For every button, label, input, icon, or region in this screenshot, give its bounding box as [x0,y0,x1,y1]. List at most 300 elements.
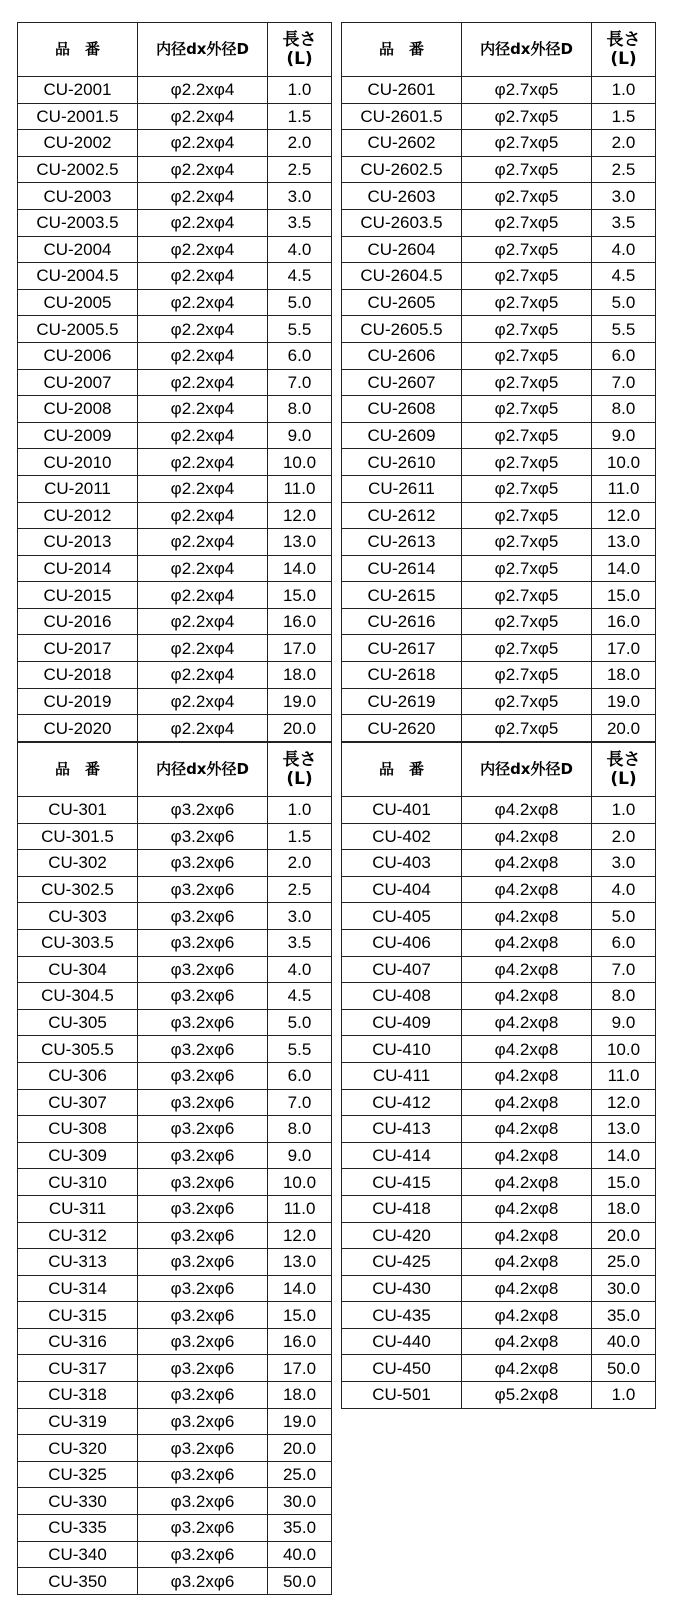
size-cell: φ4.2xφ8 [462,1222,592,1249]
part-number-cell: CU-325 [18,1461,138,1488]
size-cell: φ2.2xφ4 [138,662,268,689]
size-cell: φ2.7xφ5 [462,103,592,130]
table-row [18,1568,332,1595]
table-row [18,475,332,502]
part-number-cell: CU-2616 [342,608,462,635]
length-cell: 25.0 [268,1461,332,1488]
table-row [342,903,656,930]
table-row [18,1435,332,1462]
part-number-cell: CU-418 [342,1195,462,1222]
size-cell: φ2.2xφ4 [138,236,268,263]
length-cell: 11.0 [268,1195,332,1222]
length-cell: 12.0 [592,502,656,529]
length-cell: 15.0 [268,582,332,609]
part-number-cell: CU-2613 [342,529,462,556]
length-cell: 10.0 [268,449,332,476]
part-number-cell: CU-305.5 [18,1036,138,1063]
size-cell: φ4.2xφ8 [462,1169,592,1196]
part-number-cell: CU-402 [342,823,462,850]
part-number-cell: CU-430 [342,1275,462,1302]
part-number-cell: CU-2002.5 [18,156,138,183]
table-row [342,582,656,609]
length-cell: 1.0 [592,1382,656,1409]
header-length-unit: (L) [286,48,313,69]
part-number-cell: CU-303.5 [18,929,138,956]
length-cell: 20.0 [268,715,332,742]
size-cell: φ2.7xφ5 [462,263,592,290]
length-cell: 10.0 [592,1036,656,1063]
part-number-cell: CU-411 [342,1062,462,1089]
size-cell: φ2.7xφ5 [462,369,592,396]
table-row [18,555,332,582]
part-number-cell: CU-2610 [342,449,462,476]
length-cell: 12.0 [592,1089,656,1116]
table-row [18,983,332,1010]
length-cell: 3.5 [268,209,332,236]
header-size: 内径dx外径D [462,743,592,797]
length-cell: 14.0 [592,555,656,582]
table-header-row [342,23,656,77]
length-cell: 16.0 [592,608,656,635]
table-header-row [342,743,656,797]
size-cell: φ3.2xφ6 [138,1328,268,1355]
size-cell: φ2.2xφ4 [138,449,268,476]
table-row [18,502,332,529]
length-cell: 6.0 [268,1062,332,1089]
part-number-cell: CU-335 [18,1515,138,1542]
part-number-cell: CU-415 [342,1169,462,1196]
length-cell: 5.5 [268,316,332,343]
part-number-cell: CU-409 [342,1009,462,1036]
table-row [342,1142,656,1169]
length-cell: 13.0 [268,1249,332,1276]
part-number-cell: CU-350 [18,1568,138,1595]
table-row [342,1249,656,1276]
size-cell: φ5.2xφ8 [462,1382,592,1409]
header-length-label: 長さ [282,29,317,50]
length-cell: 2.0 [592,130,656,157]
part-number-cell: CU-410 [342,1036,462,1063]
size-cell: φ3.2xφ6 [138,1515,268,1542]
table-row [342,1036,656,1063]
size-cell: φ4.2xφ8 [462,1249,592,1276]
size-cell: φ3.2xφ6 [138,903,268,930]
size-cell: φ2.2xφ4 [138,342,268,369]
table-row [342,1328,656,1355]
table-row [18,608,332,635]
table-row [18,715,332,742]
size-cell: φ4.2xφ8 [462,1089,592,1116]
size-cell: φ2.7xφ5 [462,635,592,662]
size-cell: φ2.2xφ4 [138,475,268,502]
size-cell: φ2.2xφ4 [138,396,268,423]
table-row [18,823,332,850]
part-number-cell: CU-404 [342,876,462,903]
table-row [342,1062,656,1089]
part-number-cell: CU-311 [18,1195,138,1222]
length-cell: 9.0 [592,422,656,449]
part-number-cell: CU-309 [18,1142,138,1169]
part-number-cell: CU-420 [342,1222,462,1249]
length-cell: 18.0 [592,662,656,689]
length-cell: 3.0 [592,183,656,210]
part-number-cell: CU-317 [18,1355,138,1382]
part-number-cell: CU-316 [18,1328,138,1355]
length-cell: 19.0 [592,688,656,715]
part-number-cell: CU-305 [18,1009,138,1036]
table-row [18,1461,332,1488]
length-cell: 13.0 [592,529,656,556]
part-number-cell: CU-2611 [342,475,462,502]
size-cell: φ2.7xφ5 [462,183,592,210]
size-cell: φ2.7xφ5 [462,608,592,635]
part-number-cell: CU-2020 [18,715,138,742]
table-row [18,1515,332,1542]
part-number-cell: CU-2605.5 [342,316,462,343]
length-cell: 4.0 [268,956,332,983]
table-row [18,903,332,930]
table-row [342,77,656,104]
part-number-cell: CU-2603 [342,183,462,210]
spec-table-cu-400 [341,742,656,1409]
table-row [342,396,656,423]
part-number-cell: CU-2604.5 [342,263,462,290]
table-row [18,156,332,183]
table-row [18,529,332,556]
size-cell: φ2.2xφ4 [138,130,268,157]
table-row [342,1009,656,1036]
part-number-cell: CU-2608 [342,396,462,423]
part-number-cell: CU-2619 [342,688,462,715]
part-number-cell: CU-306 [18,1062,138,1089]
length-cell: 17.0 [268,1355,332,1382]
length-cell: 16.0 [268,608,332,635]
length-cell: 15.0 [268,1302,332,1329]
length-cell: 6.0 [592,929,656,956]
size-cell: φ3.2xφ6 [138,1062,268,1089]
table-row [18,396,332,423]
header-part-number: 品 番 [342,743,462,797]
size-cell: φ4.2xφ8 [462,876,592,903]
table-header-row [18,743,332,797]
length-cell: 1.5 [268,103,332,130]
size-cell: φ3.2xφ6 [138,1488,268,1515]
size-cell: φ2.2xφ4 [138,608,268,635]
size-cell: φ2.2xφ4 [138,289,268,316]
part-number-cell: CU-2001 [18,77,138,104]
spec-table-cu-2600 [341,22,656,742]
size-cell: φ3.2xφ6 [138,1302,268,1329]
size-cell: φ2.2xφ4 [138,529,268,556]
size-cell: φ3.2xφ6 [138,1222,268,1249]
length-cell: 3.0 [268,183,332,210]
table-row [18,1541,332,1568]
part-number-cell: CU-302 [18,850,138,877]
size-cell: φ2.7xφ5 [462,715,592,742]
length-cell: 20.0 [592,1222,656,1249]
length-cell: 7.0 [268,369,332,396]
table-row [18,929,332,956]
table-row [342,369,656,396]
size-cell: φ2.7xφ5 [462,582,592,609]
part-number-cell: CU-2602 [342,130,462,157]
length-cell: 2.0 [592,823,656,850]
part-number-cell: CU-318 [18,1382,138,1409]
length-cell: 9.0 [268,422,332,449]
part-number-cell: CU-2617 [342,635,462,662]
length-cell: 10.0 [268,1169,332,1196]
header-length-label: 長さ [606,749,641,770]
size-cell: φ4.2xφ8 [462,1328,592,1355]
header-size: 内径dx外径D [462,23,592,77]
size-cell: φ3.2xφ6 [138,1355,268,1382]
size-cell: φ4.2xφ8 [462,903,592,930]
table-header-row [18,23,332,77]
part-number-cell: CU-304.5 [18,983,138,1010]
size-cell: φ2.2xφ4 [138,103,268,130]
size-cell: φ2.7xφ5 [462,396,592,423]
table-row [342,1222,656,1249]
size-cell: φ3.2xφ6 [138,983,268,1010]
size-cell: φ2.7xφ5 [462,130,592,157]
part-number-cell: CU-319 [18,1408,138,1435]
size-cell: φ3.2xφ6 [138,1169,268,1196]
length-cell: 4.0 [592,876,656,903]
size-cell: φ3.2xφ6 [138,1461,268,1488]
size-cell: φ4.2xφ8 [462,1142,592,1169]
size-cell: φ3.2xφ6 [138,929,268,956]
table-row [18,209,332,236]
part-number-cell: CU-2601.5 [342,103,462,130]
part-number-cell: CU-2601 [342,77,462,104]
size-cell: φ4.2xφ8 [462,929,592,956]
part-number-cell: CU-312 [18,1222,138,1249]
length-cell: 11.0 [592,1062,656,1089]
header-length-label: 長さ [606,29,641,50]
table-row [18,289,332,316]
table-row [18,1249,332,1276]
part-number-cell: CU-308 [18,1116,138,1143]
length-cell: 7.0 [268,1089,332,1116]
table-row [342,1089,656,1116]
table-row [342,850,656,877]
size-cell: φ2.7xφ5 [462,449,592,476]
length-cell: 18.0 [268,1382,332,1409]
size-cell: φ3.2xφ6 [138,1142,268,1169]
part-number-cell: CU-2609 [342,422,462,449]
size-cell: φ4.2xφ8 [462,1355,592,1382]
length-cell: 8.0 [268,1116,332,1143]
spec-table-cu-2000 [17,22,332,742]
length-cell: 50.0 [592,1355,656,1382]
size-cell: φ3.2xφ6 [138,1195,268,1222]
part-number-cell: CU-401 [342,797,462,824]
part-number-cell: CU-501 [342,1382,462,1409]
table-row [342,449,656,476]
table-row [18,316,332,343]
part-number-cell: CU-2605 [342,289,462,316]
table-row [342,983,656,1010]
table-row [342,502,656,529]
size-cell: φ3.2xφ6 [138,1116,268,1143]
length-cell: 5.5 [268,1036,332,1063]
length-cell: 14.0 [268,1275,332,1302]
table-row [18,1195,332,1222]
header-length [592,23,656,77]
table-row [18,1062,332,1089]
header-length-unit: (L) [610,48,637,69]
part-number-cell: CU-310 [18,1169,138,1196]
length-cell: 2.5 [592,156,656,183]
part-number-cell: CU-302.5 [18,876,138,903]
length-cell: 14.0 [592,1142,656,1169]
table-row [342,1275,656,1302]
size-cell: φ2.2xφ4 [138,555,268,582]
part-number-cell: CU-2005.5 [18,316,138,343]
table-row [18,688,332,715]
part-number-cell: CU-2009 [18,422,138,449]
table-row [18,1036,332,1063]
part-number-cell: CU-301 [18,797,138,824]
table-row [342,635,656,662]
table-row [342,1382,656,1409]
length-cell: 25.0 [592,1249,656,1276]
table-row [342,1355,656,1382]
length-cell: 3.0 [592,850,656,877]
size-cell: φ2.2xφ4 [138,715,268,742]
size-cell: φ2.7xφ5 [462,342,592,369]
part-number-cell: CU-2614 [342,555,462,582]
length-cell: 30.0 [592,1275,656,1302]
table-row [18,77,332,104]
part-number-cell: CU-2004 [18,236,138,263]
header-length-unit: (L) [610,768,637,789]
table-row [342,1195,656,1222]
table-row [342,156,656,183]
table-row [342,608,656,635]
size-cell: φ4.2xφ8 [462,983,592,1010]
part-number-cell: CU-414 [342,1142,462,1169]
length-cell: 5.0 [592,903,656,930]
size-cell: φ2.2xφ4 [138,183,268,210]
table-row [342,316,656,343]
part-number-cell: CU-330 [18,1488,138,1515]
length-cell: 1.0 [268,797,332,824]
length-cell: 18.0 [268,662,332,689]
length-cell: 2.0 [268,130,332,157]
part-number-cell: CU-2014 [18,555,138,582]
table-row [342,876,656,903]
table-row [18,1222,332,1249]
table-row [18,1116,332,1143]
length-cell: 1.5 [268,823,332,850]
part-number-cell: CU-408 [342,983,462,1010]
table-row [342,209,656,236]
table-row [342,823,656,850]
length-cell: 2.5 [268,876,332,903]
table-row [342,715,656,742]
part-number-cell: CU-2615 [342,582,462,609]
table-row [342,103,656,130]
table-row [18,103,332,130]
table-row [18,635,332,662]
length-cell: 1.5 [592,103,656,130]
length-cell: 4.0 [268,236,332,263]
length-cell: 16.0 [268,1328,332,1355]
size-cell: φ2.7xφ5 [462,289,592,316]
part-number-cell: CU-2006 [18,342,138,369]
table-row [18,1328,332,1355]
size-cell: φ3.2xφ6 [138,956,268,983]
part-number-cell: CU-2019 [18,688,138,715]
size-cell: φ3.2xφ6 [138,1568,268,1595]
part-number-cell: CU-340 [18,1541,138,1568]
header-length [268,23,332,77]
length-cell: 19.0 [268,688,332,715]
size-cell: φ3.2xφ6 [138,1408,268,1435]
header-size: 内径dx外径D [138,743,268,797]
part-number-cell: CU-2620 [342,715,462,742]
length-cell: 4.5 [268,983,332,1010]
length-cell: 4.0 [592,236,656,263]
size-cell: φ2.2xφ4 [138,422,268,449]
size-cell: φ4.2xφ8 [462,1116,592,1143]
length-cell: 15.0 [592,1169,656,1196]
header-size: 内径dx外径D [138,23,268,77]
length-cell: 18.0 [592,1195,656,1222]
length-cell: 1.0 [592,77,656,104]
table-row [18,130,332,157]
part-number-cell: CU-406 [342,929,462,956]
part-number-cell: CU-2004.5 [18,263,138,290]
part-number-cell: CU-2003 [18,183,138,210]
size-cell: φ2.7xφ5 [462,555,592,582]
size-cell: φ3.2xφ6 [138,1089,268,1116]
part-number-cell: CU-2005 [18,289,138,316]
size-cell: φ2.2xφ4 [138,316,268,343]
part-number-cell: CU-2618 [342,662,462,689]
table-row [342,475,656,502]
size-cell: φ2.7xφ5 [462,156,592,183]
length-cell: 8.0 [592,396,656,423]
length-cell: 19.0 [268,1408,332,1435]
table-row [342,529,656,556]
length-cell: 14.0 [268,555,332,582]
table-row [18,422,332,449]
table-row [18,956,332,983]
table-row [342,797,656,824]
table-row [342,130,656,157]
length-cell: 13.0 [592,1116,656,1143]
size-cell: φ2.2xφ4 [138,502,268,529]
table-row [18,1169,332,1196]
length-cell: 2.0 [268,850,332,877]
header-part-number: 品 番 [342,23,462,77]
length-cell: 8.0 [592,983,656,1010]
length-cell: 17.0 [268,635,332,662]
size-cell: φ2.7xφ5 [462,209,592,236]
table-row [18,183,332,210]
part-number-cell: CU-412 [342,1089,462,1116]
part-number-cell: CU-413 [342,1116,462,1143]
size-cell: φ3.2xφ6 [138,1009,268,1036]
length-cell: 13.0 [268,529,332,556]
table-row [18,582,332,609]
spec-table-cu-300 [17,742,332,1595]
table-row [18,263,332,290]
length-cell: 1.0 [592,797,656,824]
size-cell: φ2.7xφ5 [462,77,592,104]
